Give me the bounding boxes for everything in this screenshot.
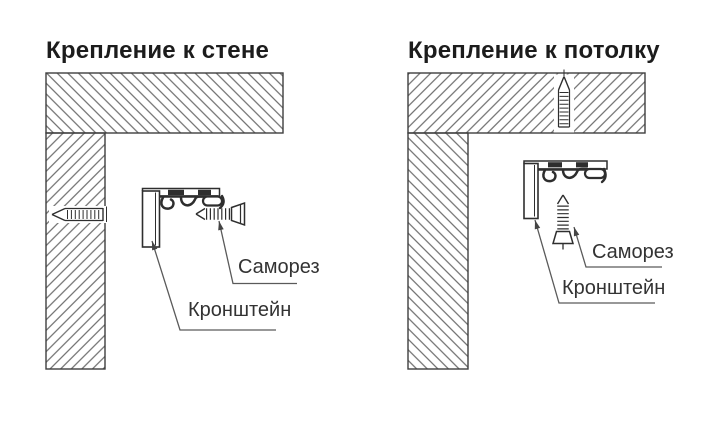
leader-arrow-bracket-ceiling [535,220,540,229]
panel-title-ceiling-mount: Крепление к потолку [408,37,660,64]
label-bracket-wall: Кронштейн [188,299,292,321]
leader-arrow-screw-ceiling [574,227,579,236]
label-screw-wall: Саморез [238,256,320,278]
wall-section-left [46,133,105,369]
panel-title-wall-mount: Крепление к стене [46,37,270,64]
ceiling-section-right [408,73,645,133]
wall-mount-drawing [46,73,297,369]
mounting-screw-ceiling [553,195,573,250]
ceiling-section-left [46,73,283,133]
bracket-wall-mount [143,189,224,248]
label-bracket-ceiling: Кронштейн [562,277,666,299]
label-screw-ceiling: Саморез [592,241,674,263]
anchor-screw-in-wall [49,206,109,223]
wall-section-right [408,133,468,369]
anchor-screw-in-ceiling [554,70,574,133]
leader-arrow-screw-wall [218,221,224,230]
ceiling-mount-drawing [408,70,662,370]
